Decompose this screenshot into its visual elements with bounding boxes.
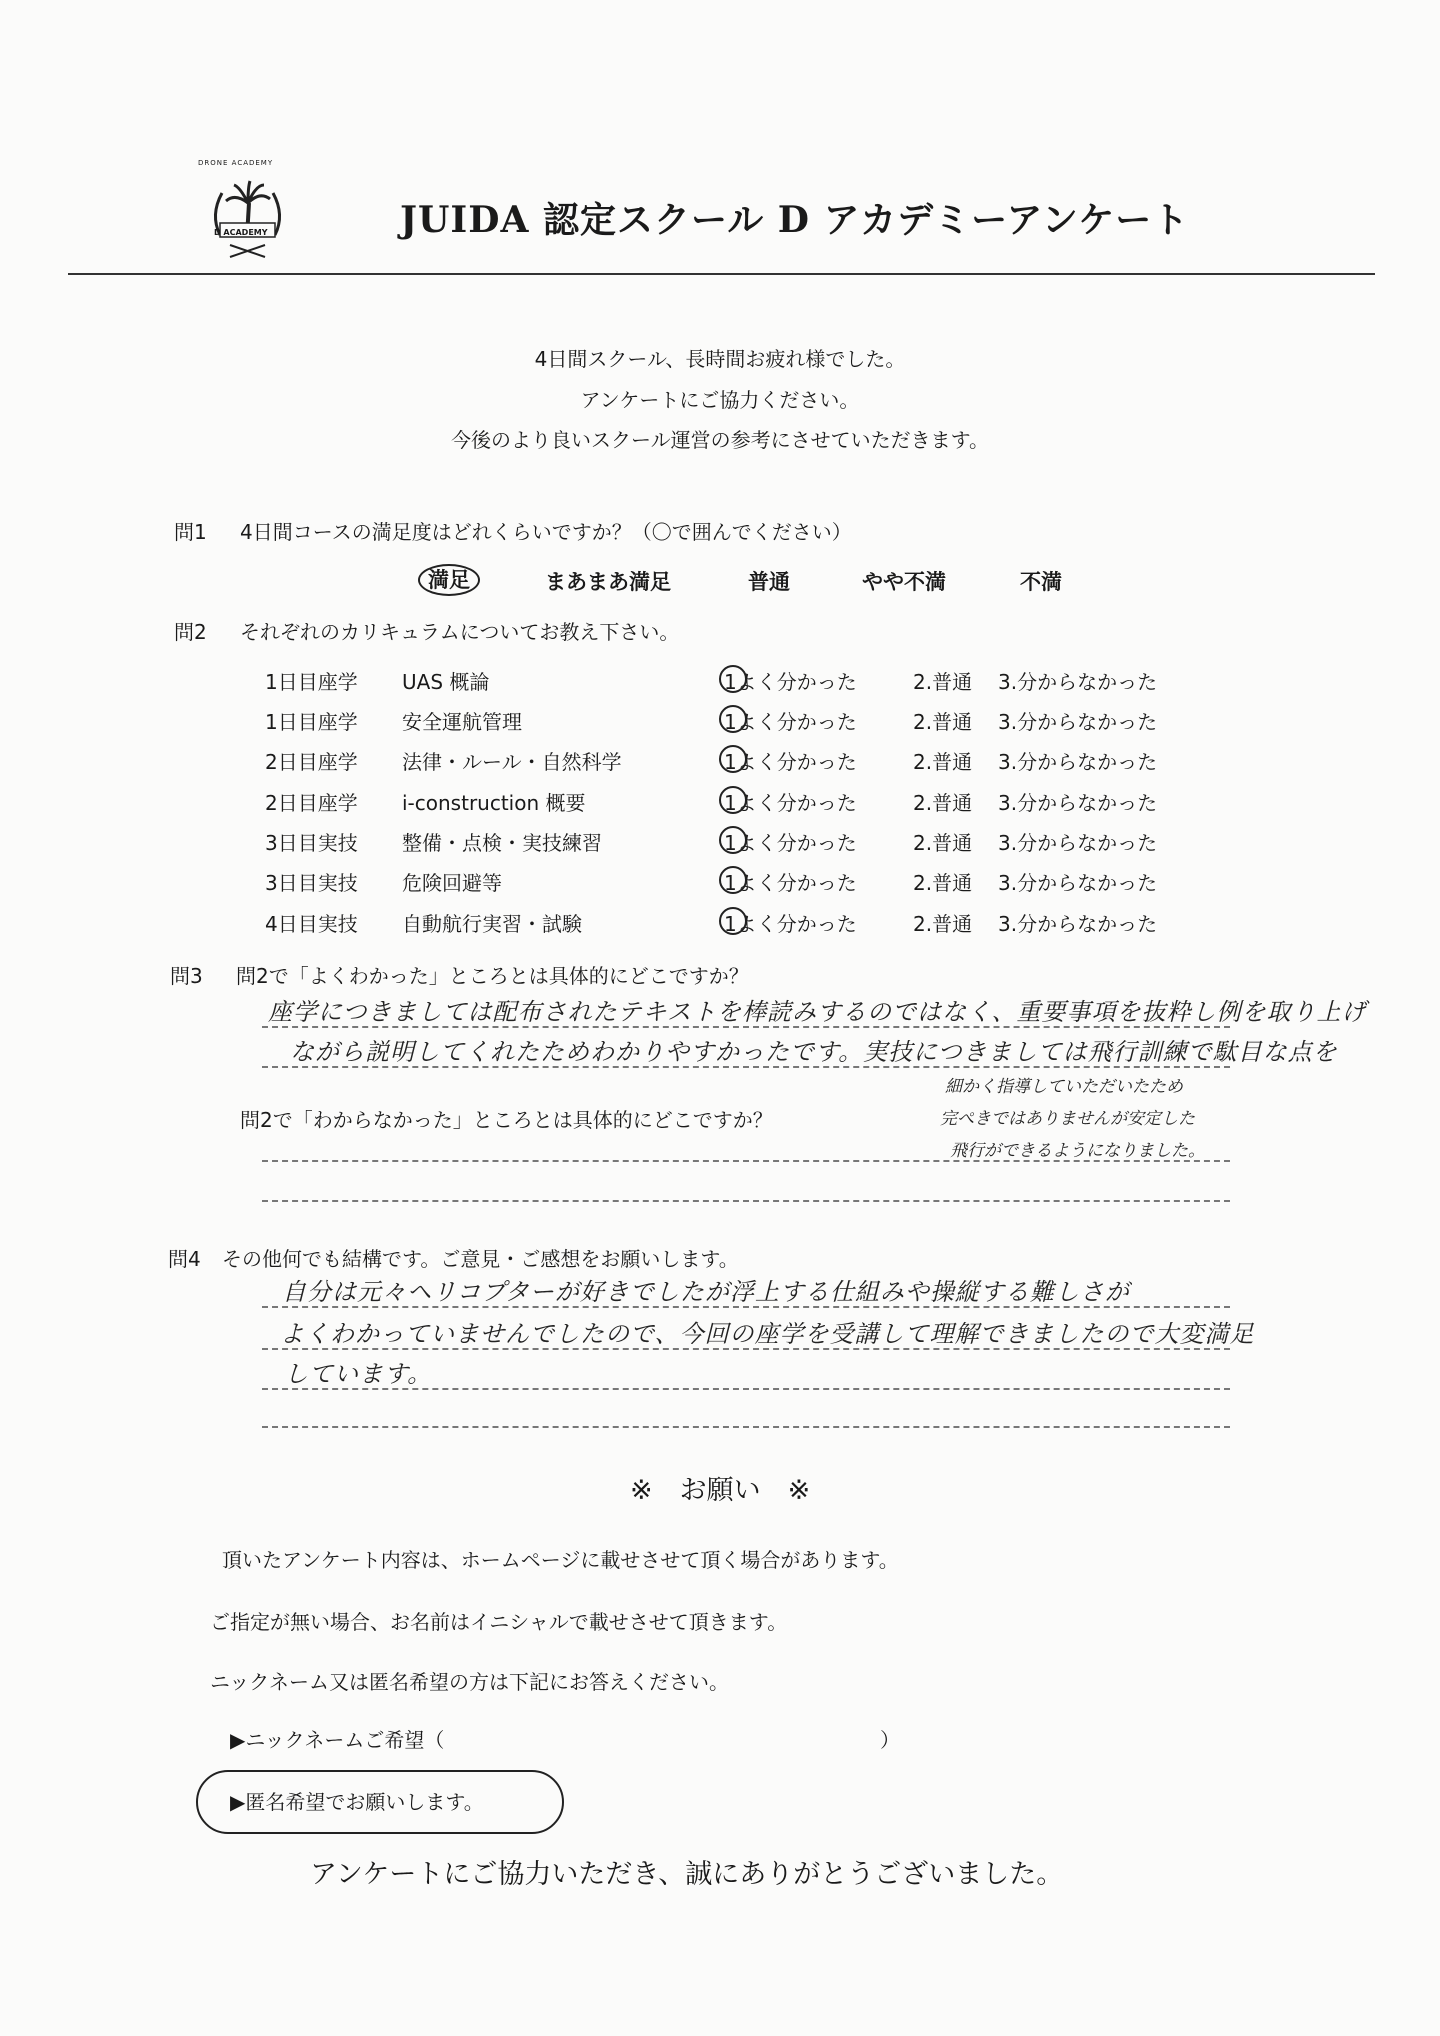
q3-answer-line-2: ながら説明してくれたためわかりやすかったです。実技につきましては飛行訓練で駄目な点を: [290, 1038, 1338, 1066]
q1-option-somewhat-satisfied[interactable]: まあまあ満足: [545, 570, 671, 594]
request-line-3: ニックネーム又は匿名希望の方は下記にお答えください。: [210, 1670, 729, 1694]
title-divider: [68, 273, 1375, 275]
q1-option-satisfied[interactable]: [418, 564, 480, 594]
q2-option-understood[interactable]: 1よく分かった: [724, 750, 857, 774]
answer-line: [262, 1200, 1230, 1202]
q2-option-not-understood[interactable]: 3.分からなかった: [998, 750, 1158, 774]
q3-answer-line-1: 座学につきましては配布されたテキストを棒読みするのではなく、重要事項を抜粋し例を取り上げ: [268, 998, 1367, 1026]
q2-text: それぞれのカリキュラムについてお教え下さい。: [240, 620, 680, 644]
intro-line-3: 今後のより良いスクール運営の参考にさせていただきます。: [451, 428, 989, 452]
q2-row-subject: 整備・点検・実技練習: [402, 831, 602, 855]
q2-option-not-understood[interactable]: 3.分からなかった: [998, 831, 1158, 855]
q2-option-not-understood[interactable]: 3.分からなかった: [998, 791, 1158, 815]
q2-row-subject: i-construction 概要: [402, 791, 586, 815]
request-line-1: 頂いたアンケート内容は、ホームページに載せさせて頂く場合があります。: [222, 1548, 899, 1572]
q2-option-understood[interactable]: 1よく分かった: [724, 912, 857, 936]
q2-option-understood[interactable]: 1よく分かった: [724, 710, 857, 734]
q2-option-normal[interactable]: 2.普通: [913, 670, 973, 694]
q2-row-subject: 法律・ルール・自然科学: [402, 750, 622, 774]
palm-tree-logo-icon: [200, 165, 295, 260]
q1-option-neutral[interactable]: 普通: [748, 570, 790, 594]
q2-label: 問2: [174, 620, 207, 644]
q2-option-understood[interactable]: 1よく分かった: [724, 871, 857, 895]
answer-line: [262, 1066, 1230, 1068]
q2-option-not-understood[interactable]: 3.分からなかった: [998, 670, 1158, 694]
answer-line: [262, 1426, 1230, 1428]
intro-line-1: 4日間スクール、長時間お疲れ様でした。: [534, 347, 906, 371]
q4-answer-line-3: しています。: [284, 1360, 433, 1388]
nickname-label: ▶ニックネームご希望（: [230, 1728, 445, 1752]
q2-option-normal[interactable]: 2.普通: [913, 710, 973, 734]
q4-answer-line-2: よくわかっていませんでしたので、今回の座学を受講して理解できましたので大変満足: [280, 1320, 1255, 1348]
q2-option-understood[interactable]: 1よく分かった: [724, 670, 857, 694]
q2-row-subject: 危険回避等: [402, 871, 502, 895]
nickname-close: ）: [880, 1728, 900, 1752]
q2-row-subject: UAS 概論: [402, 670, 490, 694]
q3-answer-side-3: 飛行ができるようになりました。: [950, 1141, 1205, 1161]
anonymous-option[interactable]: ▶匿名希望でお願いします。: [230, 1790, 484, 1814]
q2-row-day: 2日目座学: [265, 791, 358, 815]
q1-label: 問1: [174, 520, 207, 544]
q2-row-subject: 安全運航管理: [402, 710, 522, 734]
answer-line: [262, 1026, 1230, 1028]
logo: [198, 159, 295, 260]
q2-row-subject: 自動航行実習・試験: [402, 912, 582, 936]
q2-row-day: 3日目実技: [265, 871, 358, 895]
q1-option-dissatisfied[interactable]: 不満: [1020, 570, 1062, 594]
request-line-2: ご指定が無い場合、お名前はイニシャルで載せさせて頂きます。: [210, 1610, 788, 1634]
q2-row-day: 1日目座学: [265, 670, 358, 694]
q1-option-satisfied-label: 満足: [418, 564, 480, 596]
request-title: ※ お願い ※: [630, 1475, 811, 1506]
q2-option-not-understood[interactable]: 3.分からなかった: [998, 710, 1158, 734]
page-title: JUIDA 認定スクール D アカデミーアンケート: [400, 199, 1190, 241]
q4-label: 問4: [168, 1247, 201, 1271]
q4-answer-line-1: 自分は元々ヘリコプターが好きでしたが浮上する仕組みや操縦する難しさが: [282, 1278, 1130, 1306]
q2-option-normal[interactable]: 2.普通: [913, 750, 973, 774]
q3-text: 問2で「よくわかった」ところとは具体的にどこですか？: [236, 964, 749, 988]
q3-answer-side-2: 完ぺきではありませんが安定した: [940, 1109, 1195, 1129]
q2-row-day: 4日目実技: [265, 912, 358, 936]
q3-label: 問3: [170, 964, 203, 988]
q2-row-day: 1日目座学: [265, 710, 358, 734]
answer-line: [262, 1160, 1230, 1162]
q2-option-normal[interactable]: 2.普通: [913, 912, 973, 936]
q2-option-normal[interactable]: 2.普通: [913, 791, 973, 815]
q2-option-not-understood[interactable]: 3.分からなかった: [998, 871, 1158, 895]
answer-line: [262, 1348, 1230, 1350]
answer-line: [262, 1388, 1230, 1390]
q4-text: その他何でも結構です。ご意見・ご感想をお願いします。: [222, 1247, 739, 1271]
q2-row-day: 2日目座学: [265, 750, 358, 774]
q2-option-understood[interactable]: 1よく分かった: [724, 831, 857, 855]
q3-text-2: 問2で「わからなかった」ところとは具体的にどこですか？: [240, 1108, 773, 1132]
answer-line: [262, 1306, 1230, 1308]
q1-option-somewhat-dissatisfied[interactable]: やや不満: [862, 570, 946, 594]
q2-option-normal[interactable]: 2.普通: [913, 871, 973, 895]
nickname-field[interactable]: [500, 1722, 880, 1752]
q3-answer-side-1: 細かく指導していただいたため: [945, 1077, 1183, 1097]
q2-option-not-understood[interactable]: 3.分からなかった: [998, 912, 1158, 936]
logo-text-top: DRONE ACADEMY: [198, 159, 274, 167]
q2-option-understood[interactable]: 1よく分かった: [724, 791, 857, 815]
logo-text-bottom: D ACADEMY: [214, 228, 268, 237]
q2-row-day: 3日目実技: [265, 831, 358, 855]
intro-line-2: アンケートにご協力ください。: [580, 388, 860, 412]
q2-option-normal[interactable]: 2.普通: [913, 831, 973, 855]
q1-text: 4日間コースの満足度はどれくらいですか？（〇で囲んでください）: [240, 520, 852, 544]
closing-message: アンケートにご協力いただき、誠にありがとうございました。: [310, 1859, 1064, 1890]
